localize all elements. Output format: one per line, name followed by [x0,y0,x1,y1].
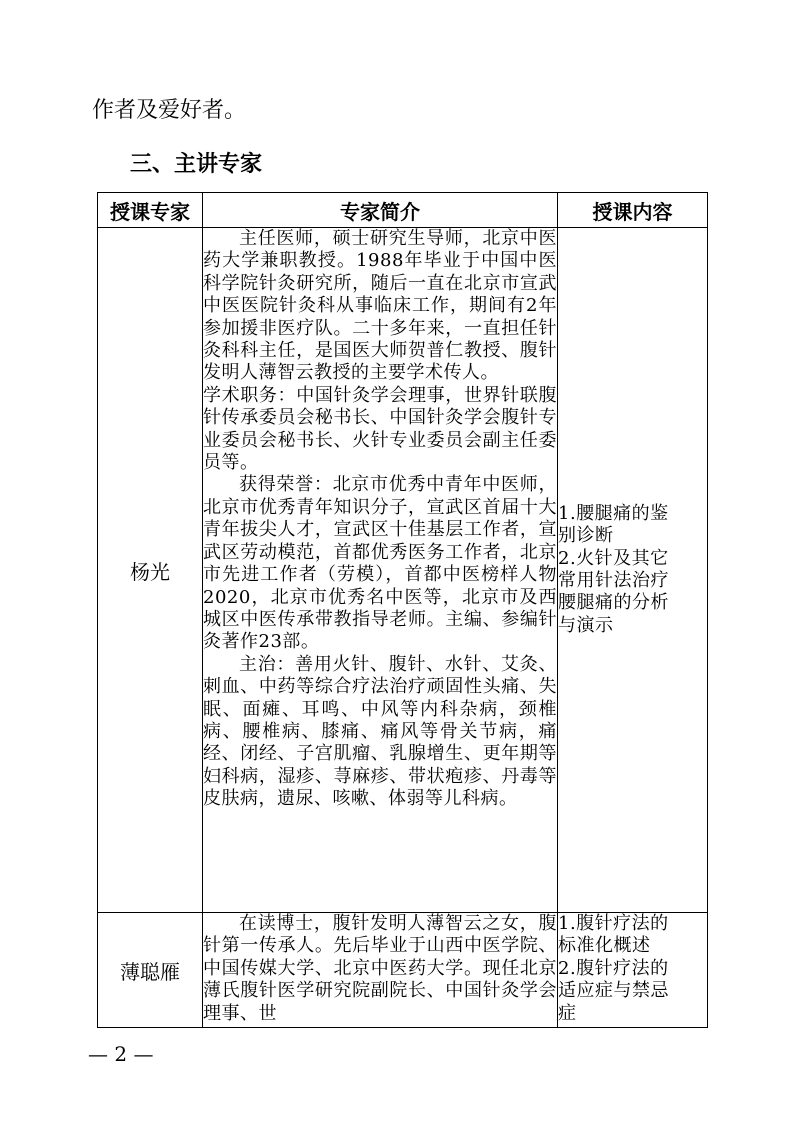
table-header-row [98,193,708,228]
expert-name: 薄聪雁 [98,913,203,1028]
content-line: 与演示 [558,614,614,636]
course-content [558,228,708,913]
expert-intro [203,228,558,913]
content-line: 2.腹针疗法的 [558,957,669,979]
header-intro: 专家简介 [203,193,558,228]
intro-paragraph: 获得荣誉：北京市优秀中青年中医师，北京市优秀青年知识分子，宣武区首届十大青年拔尖人才，宣武区十佳基层工作者，宣武区劳动模范，首都优秀医务工作者，北京市先进工作者（劳模），首都中医榜样人物2020，北京市优秀名中医等，北京市及西城区中医传承带教指导老师。主编、参编针灸著作23部。 [203,474,557,653]
table-row [98,913,708,1028]
content-line: 标准化概述 [558,935,651,957]
content-line: 症 [558,1002,577,1024]
section-title: 三、主讲专家 [130,152,263,177]
content-line: 适应症与禁忌 [558,980,669,1002]
table-row [98,228,708,913]
content-line: 别诊断 [558,525,614,547]
content-line: 常用针法治疗 [558,570,669,591]
expert-intro [203,913,558,1028]
intro-paragraph: 主治：善用火针、腹针、水针、艾灸、刺血、中药等综合疗法治疗顽固性头痛、失眠、面瘫、耳鸣、中风等内科杂病，颈椎病、腰椎病、膝痛、痛风等骨关节病，痛经、闭经、子宫肌瘤、乳腺增生、更年期等妇科病，湿疹、荨麻疹、带状疱疹、丹毒等皮肤病，遗尿、咳嗽、体弱等儿科病。 [203,653,557,810]
intro-paragraph: 在读博士，腹针发明人薄智云之女，腹针第一传承人。先后毕业于山西中医学院、中国传媒大学、北京中医药大学。现任北京薄氏腹针医学研究院副院长、中国针灸学会理事、世 [203,913,557,1024]
continuation-text: 作者及爱好者。 [92,98,247,123]
intro-paragraph: 主任医师，硕士研究生导师，北京中医药大学兼职教授。1988年毕业于中国中医科学院针灸研究所，随后一直在北京市宣武中医医院针灸科从事临床工作，期间有2年参加援非医疗队。二十多年来，一直担任针灸科科主任，是国医大师贺普仁教授、腹针发明人薄智云教授的主要学术传人。 [203,228,557,384]
experts-table [97,192,708,1028]
content-line: 1.腰腿痛的鉴 [558,502,669,524]
header-expert: 授课专家 [98,193,203,228]
expert-name: 杨光 [98,228,203,913]
content-line: 1.腹针疗法的 [558,913,669,934]
content-line: 腰腿痛的分析 [558,592,669,614]
page-number: — 2 — [88,1042,154,1066]
intro-paragraph: 学术职务：中国针灸学会理事，世界针联腹针传承委员会秘书长、中国针灸学会腹针专业委员会秘书长、火针专业委员会副主任委员等。 [203,384,557,474]
course-content [558,913,708,1028]
header-content: 授课内容 [558,193,708,228]
content-line: 2.火针及其它 [558,547,669,569]
